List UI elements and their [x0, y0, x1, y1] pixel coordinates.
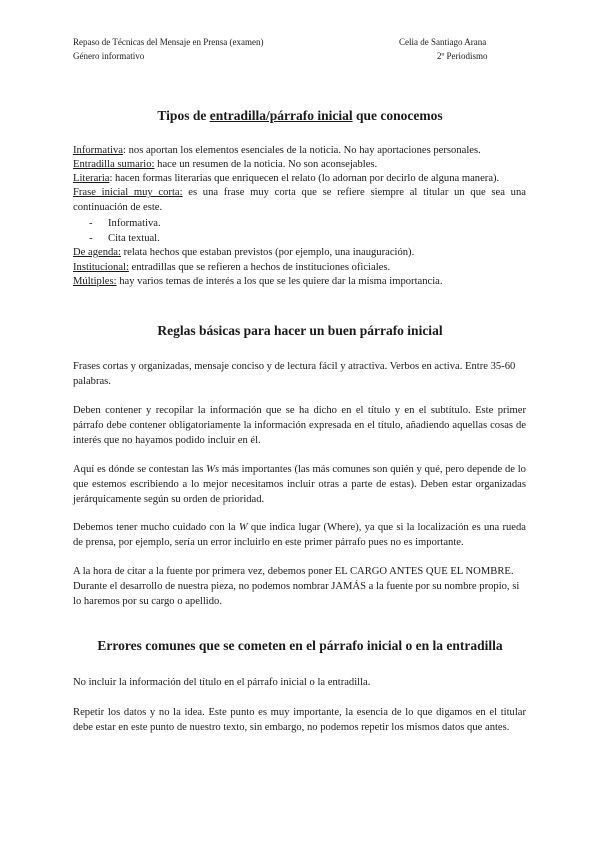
list-item — [73, 157, 528, 172]
paragraph: Repetir los datos y no la idea. Este punto es muy importante, la esencia de lo que digamos en el titular debe estar en este punto de nuestro texto, sin embargo, no podemos repetir los mismos datos que antes. — [73, 707, 526, 733]
paragraph: No incluir la información del título en el párrafo inicial o la entradilla. — [73, 677, 371, 688]
header-course: Repaso de Técnicas del Mensaje en Prensa (examen) — [73, 37, 264, 47]
list-term: Entradilla sumario: — [73, 159, 155, 170]
paragraph-text: más importantes (las más comunes son quién y qué, pero depende de lo que estemos escribiendo a lo mejor necesitamos incluir otras a parte de estas). Deben estar organizadas jerárquicamente según su orden de prioridad. — [73, 464, 526, 505]
list-item — [73, 185, 526, 215]
header-course-year: 2º Periodismo — [437, 51, 488, 61]
header-subject: Género informativo — [73, 51, 145, 61]
header-author: Celia de Santiago Arana — [399, 37, 487, 47]
paragraph-text: Aquí es dónde se contestan las — [73, 464, 207, 475]
list-item — [73, 171, 528, 186]
paragraph-text: Debemos tener mucho cuidado con la — [73, 522, 239, 533]
list-text: hace un resumen de la noticia. No son aconsejables. — [154, 159, 378, 170]
section1-title-pre: Tipos de — [157, 108, 210, 123]
paragraph-emphasis: W — [238, 522, 248, 533]
section2-title: Reglas básicas para hacer un buen párrafo inicial — [157, 323, 443, 338]
list-term: De agenda: — [73, 247, 121, 258]
list-term: Múltiples: — [73, 276, 117, 287]
paragraph: A la hora de citar a la fuente por primera vez, debemos poner EL CARGO ANTES QUE EL NOMBRE. Durante el desarrollo de nuestra pieza, no podemos nombrar JAMÁS a la fuente por su nombre propio, si lo haremos por su cargo o apellido. — [73, 566, 520, 607]
section3-title: Errores comunes que se cometen en el párrafo inicial o en la entradilla — [97, 638, 503, 653]
paragraph: Frases cortas y organizadas, mensaje conciso y de lectura fácil y atractiva. Verbos en activa. Entre 35-60 palabras. — [73, 361, 516, 387]
list-item — [73, 260, 528, 275]
list-term: Frase inicial muy corta: — [73, 187, 183, 198]
paragraph — [73, 462, 526, 507]
sub-bullet: - — [89, 233, 93, 244]
sub-item: Cita textual. — [108, 233, 160, 244]
list-text: entradillas que se refieren a hechos de instituciones oficiales. — [128, 262, 391, 273]
list-item — [73, 143, 528, 158]
paragraph-emphasis: Ws — [206, 464, 220, 475]
sub-item: Informativa. — [108, 218, 161, 229]
paragraph: Deben contener y recopilar la información que se ha dicho en el título y en el subtítulo. Este primer párrafo debe contener obligatoriamente la información expresada en el título, añadiendo aquellas cosas de interés que no hayamos podido incluir en él. — [73, 405, 526, 446]
list-item — [73, 245, 528, 260]
section1-title-post: que conocemos — [352, 108, 443, 123]
list-text: : hacen formas literarias que enriquecen el relato (lo adornan por decirlo de alguna manera). — [109, 173, 500, 184]
sub-bullet: - — [89, 218, 93, 229]
section1-title-underlined: entradilla/párrafo inicial — [209, 108, 353, 123]
paragraph — [73, 520, 526, 550]
list-text: es una frase muy corta que se refiere siempre al titular un que sea una continuación de este. — [73, 187, 526, 213]
paragraph-text: que indica lugar (Where), ya que si la localización es una rueda de prensa, por ejemplo, sería un error incluirlo en este primer párrafo pues no es importante. — [73, 522, 526, 548]
list-item — [73, 274, 528, 289]
list-term: Informativa — [73, 145, 124, 156]
list-term: Institucional: — [73, 262, 129, 273]
list-text: hay varios temas de interés a los que se les quiere dar la misma importancia. — [116, 276, 443, 287]
section1-title — [0, 107, 600, 125]
list-term: Literaria — [73, 173, 110, 184]
list-text: relata hechos que estaban previstos (por ejemplo, una inauguración). — [120, 247, 415, 258]
list-text: : nos aportan los elementos esenciales de la noticia. No hay aportaciones personales. — [123, 145, 481, 156]
